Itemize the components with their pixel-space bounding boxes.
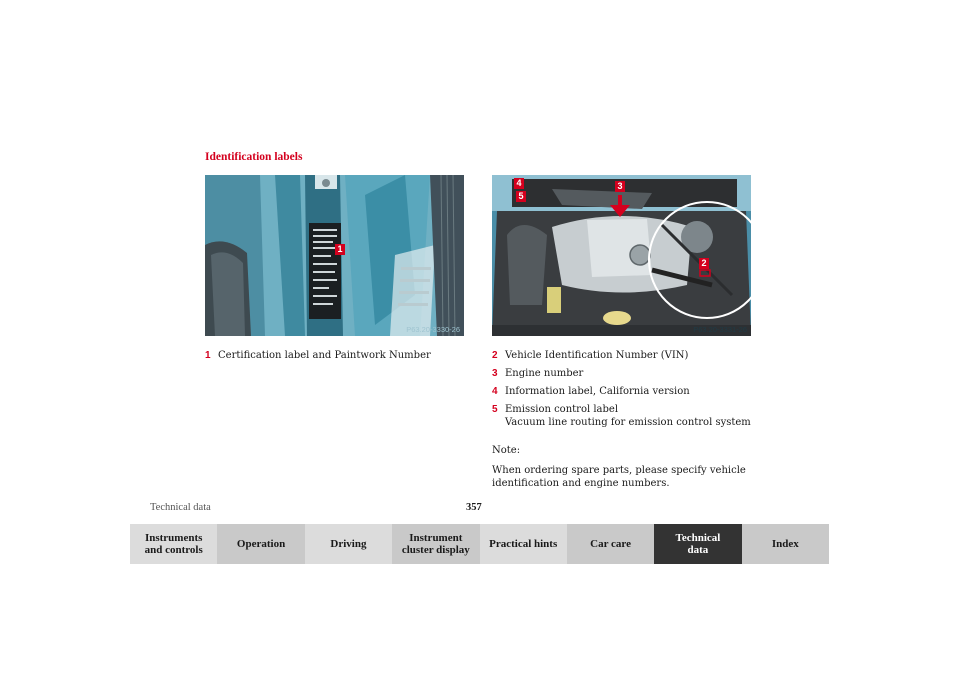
nav-tab-driving[interactable]: Driving — [305, 524, 392, 564]
nav-tab-index[interactable]: Index — [742, 524, 829, 564]
page-number: 357 — [466, 502, 482, 513]
legend-item — [492, 349, 762, 362]
door-jamb-illustration — [205, 175, 464, 336]
legend-number: 2 — [492, 350, 498, 361]
photo-code: P63.20-3330-26 — [406, 325, 460, 334]
legend-text: Information label, California version — [505, 386, 690, 397]
nav-tab-technical-data[interactable]: Technical data — [654, 524, 741, 564]
engine-illustration — [492, 175, 751, 336]
section-title: Identification labels — [205, 151, 303, 163]
legend-number: 3 — [492, 368, 498, 379]
legend-text: Engine number — [505, 368, 584, 379]
nav-tab-operation[interactable]: Operation — [217, 524, 304, 564]
note-heading: Note: — [492, 445, 521, 456]
legend-text: Vehicle Identification Number (VIN) — [505, 350, 689, 361]
photo-engine-compartment — [492, 175, 751, 336]
legend-item — [492, 403, 762, 429]
callout-3: 3 — [615, 181, 625, 192]
legend-number: 1 — [205, 350, 211, 361]
photo-door-jamb — [205, 175, 464, 336]
photo-code: P63.20-3331-26 — [693, 325, 747, 334]
callout-4: 4 — [514, 178, 524, 189]
legend-item — [492, 385, 762, 398]
legend-number: 5 — [492, 404, 498, 415]
note — [492, 444, 762, 497]
legend-left — [205, 349, 475, 367]
note-text: When ordering spare parts, please specify vehicle identification and engine numbers. — [492, 465, 746, 489]
legend-text: Vacuum line routing for emission control system — [505, 417, 751, 428]
legend-number: 4 — [492, 386, 498, 397]
nav-tab-instrument-cluster-display[interactable]: Instrument cluster display — [392, 524, 479, 564]
callout-5: 5 — [516, 191, 526, 202]
nav-tab-instruments-and-controls[interactable]: Instruments and controls — [130, 524, 217, 564]
callout-2: 2 — [699, 258, 709, 269]
legend-item — [205, 349, 475, 362]
nav-tab-practical-hints[interactable]: Practical hints — [480, 524, 567, 564]
nav-tab-car-care[interactable]: Car care — [567, 524, 654, 564]
legend-right — [492, 349, 762, 434]
legend-text: Emission control label — [505, 404, 619, 415]
callout-1: 1 — [335, 244, 345, 255]
legend-item — [492, 367, 762, 380]
footer-section-name: Technical data — [150, 502, 211, 513]
legend-text: Certification label and Paintwork Number — [218, 350, 431, 361]
chapter-navbar — [130, 524, 829, 564]
